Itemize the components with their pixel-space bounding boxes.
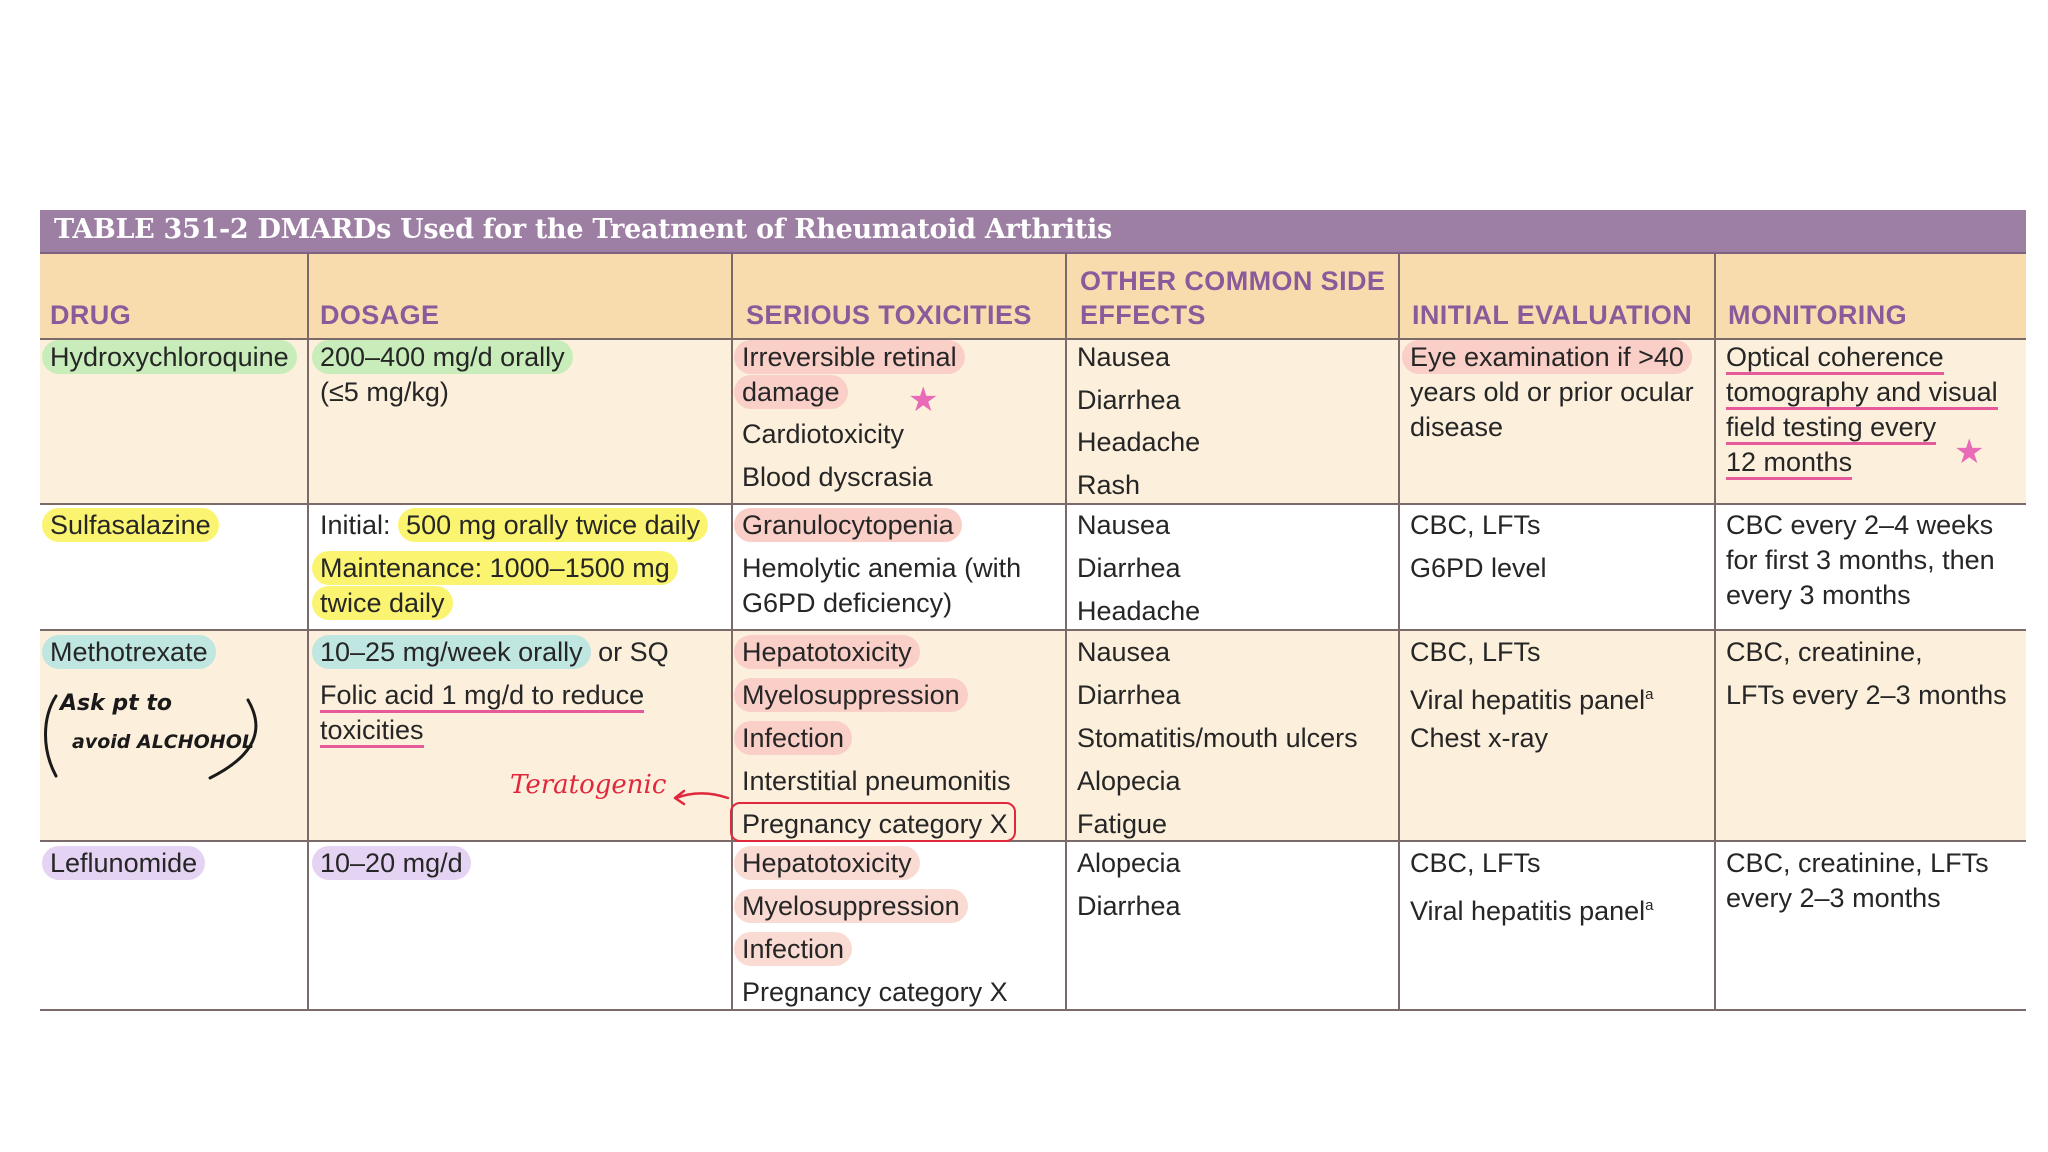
header-monitoring: MONITORING [1728, 300, 1907, 330]
pink-underline: 12 months [1726, 447, 1852, 480]
side-effect: Diarrhea [1077, 553, 1181, 583]
drug-name [50, 635, 216, 669]
drug-name [50, 340, 297, 374]
footnote-marker: a [1645, 897, 1654, 914]
highlight-pink: Myelosuppression [734, 889, 968, 923]
toxicity-line [742, 375, 848, 409]
table-title-bar [40, 210, 2026, 254]
side-effect: Fatigue [1077, 809, 1168, 839]
highlight-green: Hydroxychloroquine [42, 340, 297, 374]
dosage-line [320, 551, 678, 585]
dosage-line [320, 713, 424, 747]
evaluation-line: CBC, LFTs [1410, 637, 1541, 667]
evaluation-line: years old or prior ocular [1410, 377, 1694, 407]
handwritten-note-line2: avoid ALCHOHOL [72, 731, 254, 753]
pink-underline: Optical coherence [1726, 342, 1944, 375]
header-dosage: DOSAGE [320, 300, 440, 330]
dosage-suffix: or SQ [590, 637, 669, 667]
evaluation-line [1410, 889, 1654, 928]
monitoring-line: every 3 months [1726, 580, 1911, 610]
dosage-line [320, 678, 644, 712]
monitoring-line: CBC, creatinine, LFTs [1726, 848, 1989, 878]
table-header-row [40, 254, 2026, 340]
evaluation-line [1410, 678, 1654, 717]
column-divider [1065, 254, 1067, 1010]
column-divider [1714, 254, 1716, 1010]
monitoring-line: CBC every 2–4 weeks [1726, 510, 1994, 540]
column-divider [731, 254, 733, 1010]
toxicity-line: Cardiotoxicity [742, 419, 905, 449]
highlight-teal: 10–25 mg/week orally [312, 635, 591, 669]
evaluation-text: Viral hepatitis panel [1410, 685, 1646, 715]
table-title: TABLE 351-2 DMARDs Used for the Treatment of Rheumatoid Arthritis [54, 214, 1112, 245]
highlight-pink: Irreversible retinal [734, 340, 965, 374]
monitoring-line: for first 3 months, then [1726, 545, 1995, 575]
star-icon: ★ [1954, 433, 1985, 471]
side-effect: Rash [1077, 470, 1141, 500]
highlight-pink: Hepatotoxicity [734, 635, 920, 669]
toxicity-line: G6PD deficiency) [742, 588, 953, 618]
table-bottom-rule [40, 1009, 2026, 1011]
toxicity-line: Pregnancy category X [742, 977, 1008, 1007]
toxicity-line: Pregnancy category X [742, 809, 1008, 839]
side-effect: Diarrhea [1077, 385, 1181, 415]
evaluation-line: CBC, LFTs [1410, 510, 1541, 540]
header-evaluation: INITIAL EVALUATION [1412, 300, 1693, 330]
toxicity-line: Blood dyscrasia [742, 462, 933, 492]
side-effect: Alopecia [1077, 766, 1181, 796]
monitoring-line: LFTs every 2–3 months [1726, 680, 2007, 710]
pink-underline: field testing every [1726, 412, 1936, 445]
toxicity-line: Hemolytic anemia (with [742, 553, 1022, 583]
footnote-marker: a [1645, 686, 1654, 703]
highlight-pink: Infection [734, 932, 852, 966]
header-drug: DRUG [50, 300, 132, 330]
side-effect: Nausea [1077, 510, 1171, 540]
highlight-pink: Myelosuppression [734, 678, 968, 712]
side-effect: Stomatitis/mouth ulcers [1077, 723, 1358, 753]
dosage-line [320, 586, 453, 620]
side-effect: Headache [1077, 427, 1201, 457]
evaluation-line: disease [1410, 412, 1504, 442]
side-effect: Diarrhea [1077, 891, 1181, 921]
highlight-yellow: 500 mg orally twice daily [398, 508, 708, 542]
highlight-pink: Eye examination if >40 [1402, 340, 1692, 374]
evaluation-text: Viral hepatitis panel [1410, 896, 1646, 926]
evaluation-line: Chest x-ray [1410, 723, 1549, 753]
toxicity-line: Interstitial pneumonitis [742, 766, 1011, 796]
dosage-line [320, 508, 708, 542]
monitoring-line [1726, 445, 1852, 479]
header-side-effects-line2: EFFECTS [1080, 300, 1206, 330]
highlight-pink: Hepatotoxicity [734, 846, 920, 880]
row-divider [40, 629, 2026, 631]
header-side-effects-line1: OTHER COMMON SIDE [1080, 266, 1386, 296]
evaluation-line: CBC, LFTs [1410, 848, 1541, 878]
teratogenic-annotation: Teratogenic [510, 770, 667, 800]
dosage-line [320, 635, 669, 669]
column-divider [307, 254, 309, 1010]
toxicity-line [742, 721, 852, 755]
side-effect: Headache [1077, 596, 1201, 626]
monitoring-line [1726, 340, 1944, 374]
toxicity-line [742, 932, 852, 966]
highlight-pink: damage [734, 375, 848, 409]
monitoring-line [1726, 410, 1936, 444]
monitoring-line: CBC, creatinine, [1726, 637, 1923, 667]
monitoring-line: every 2–3 months [1726, 883, 1941, 913]
pink-underline: toxicities [320, 715, 424, 748]
toxicity-line [742, 846, 920, 880]
toxicity-line [742, 340, 965, 374]
star-icon: ★ [908, 381, 939, 419]
monitoring-line [1726, 375, 1998, 409]
row-divider [40, 503, 2026, 505]
dosage-line: (≤5 mg/kg) [320, 377, 449, 407]
highlight-yellow: Maintenance: 1000–1500 mg [312, 551, 678, 585]
side-effect: Diarrhea [1077, 680, 1181, 710]
highlight-lavender: Leflunomide [42, 846, 205, 880]
row-divider [40, 840, 2026, 842]
dosage-line [320, 340, 573, 374]
drug-name [50, 508, 219, 542]
red-circle-annotation [730, 802, 1016, 842]
handwritten-note-line1: Ask pt to [60, 691, 172, 716]
highlight-green: 200–400 mg/d orally [312, 340, 573, 374]
red-arrow-icon [670, 782, 730, 812]
pink-underline: Folic acid 1 mg/d to reduce [320, 680, 644, 713]
highlight-teal: Methotrexate [42, 635, 216, 669]
header-toxicities: SERIOUS TOXICITIES [746, 300, 1032, 330]
highlight-pink: Infection [734, 721, 852, 755]
side-effect: Alopecia [1077, 848, 1181, 878]
highlight-yellow: twice daily [312, 586, 453, 620]
evaluation-line: G6PD level [1410, 553, 1547, 583]
toxicity-line [742, 635, 920, 669]
toxicity-line [742, 889, 968, 923]
evaluation-line [1410, 340, 1692, 374]
highlight-yellow: Sulfasalazine [42, 508, 219, 542]
highlight-pink: Granulocytopenia [734, 508, 962, 542]
drug-name [50, 846, 205, 880]
pink-underline: tomography and visual [1726, 377, 1998, 410]
highlight-lavender: 10–20 mg/d [312, 846, 471, 880]
column-divider [1398, 254, 1400, 1010]
toxicity-line [742, 508, 962, 542]
dosage-label: Initial: [320, 510, 399, 540]
dosage-line [320, 846, 471, 880]
toxicity-line [742, 678, 968, 712]
side-effect: Nausea [1077, 342, 1171, 372]
side-effect: Nausea [1077, 637, 1171, 667]
